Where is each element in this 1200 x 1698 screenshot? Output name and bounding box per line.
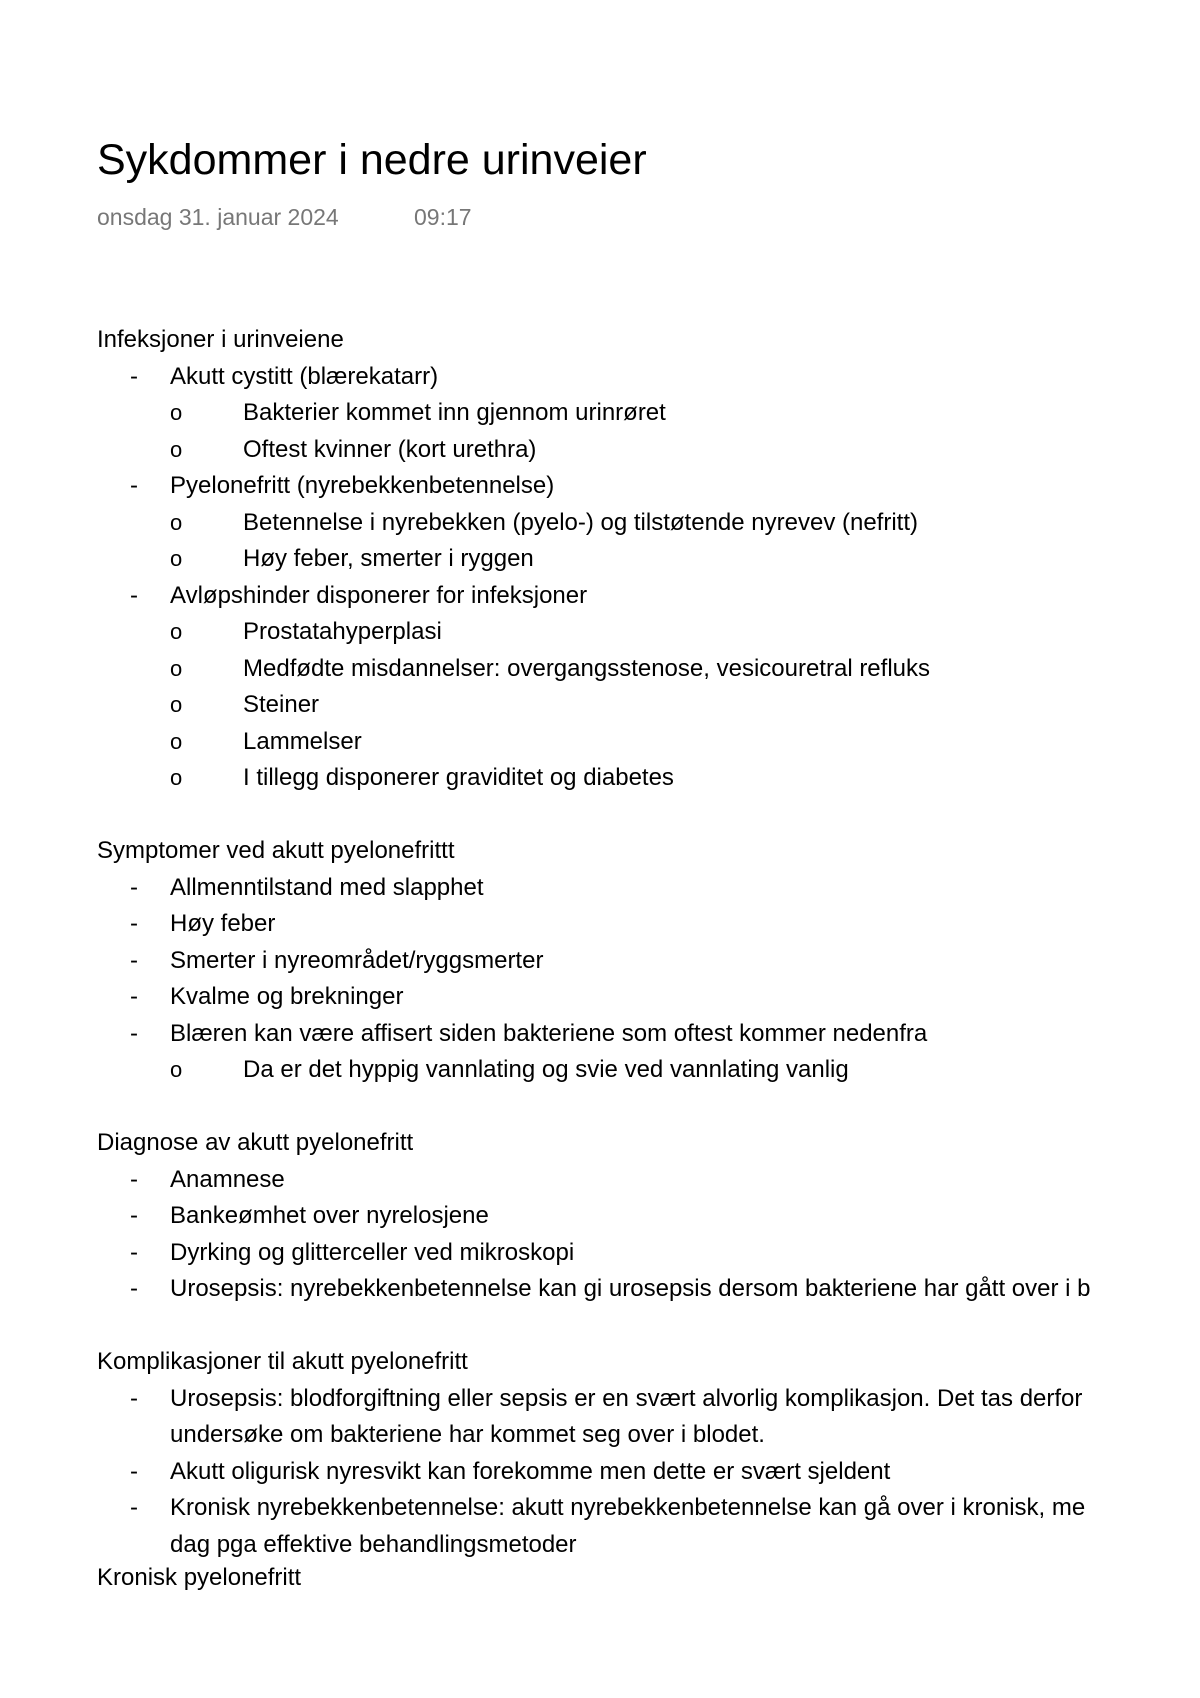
- sub-list-item: [170, 505, 1200, 542]
- circle-bullet-icon: o: [170, 509, 183, 535]
- dash-bullet-icon: -: [130, 1202, 138, 1229]
- sub-list-item: [170, 614, 1200, 651]
- section-heading: Diagnose av akutt pyelonefritt: [97, 1129, 414, 1156]
- bullet-list: [97, 870, 1200, 1089]
- sub-item-text: Da er det hyppig vannlating og svie ved vannlating vanlig: [243, 1056, 849, 1083]
- dash-bullet-icon: -: [130, 362, 138, 390]
- dash-bullet-icon: -: [130, 910, 138, 937]
- list-item-text: Smerter i nyreområdet/ryggsmerter: [170, 946, 544, 974]
- sub-list-item: [170, 724, 1200, 761]
- dash-bullet-icon: -: [130, 946, 138, 974]
- dash-bullet-icon: -: [130, 1457, 138, 1485]
- sub-item-text: Bakterier kommet inn gjennom urinrøret: [243, 399, 666, 426]
- bullet-list: [97, 1162, 1200, 1308]
- section-diagnose: [97, 1125, 1200, 1308]
- sub-item-text: I tillegg disponerer graviditet og diabetes: [243, 764, 674, 791]
- sub-list-item: [170, 760, 1200, 797]
- circle-bullet-icon: o: [170, 546, 183, 571]
- circle-bullet-icon: o: [170, 436, 183, 462]
- list-item-text: Bankeømhet over nyrelosjene: [170, 1202, 489, 1229]
- list-item-text: Anamnese: [170, 1165, 285, 1193]
- dash-bullet-icon: -: [130, 1275, 138, 1302]
- list-item: [97, 1016, 1200, 1089]
- list-item: [97, 1271, 1200, 1308]
- sub-list-item: [170, 432, 1200, 469]
- dash-bullet-icon: -: [130, 1165, 138, 1193]
- list-item: [97, 578, 1200, 797]
- sub-list-item: [170, 395, 1200, 432]
- list-item-text: Urosepsis: nyrebekkenbetennelse kan gi urosepsis dersom bakteriene har gått over i b: [170, 1275, 1091, 1302]
- list-item: [97, 359, 1200, 469]
- dash-bullet-icon: -: [130, 1019, 138, 1047]
- section-komplikasjoner: [97, 1344, 1200, 1563]
- sub-item-text: Høy feber, smerter i ryggen: [243, 545, 534, 572]
- page-date: onsdag 31. januar 2024: [97, 204, 339, 230]
- circle-bullet-icon: o: [170, 692, 183, 717]
- section-symptomer: [97, 833, 1200, 1089]
- cut-off-heading: [97, 1560, 697, 1591]
- list-item: [97, 943, 1200, 980]
- circle-bullet-icon: o: [170, 655, 183, 681]
- list-item-text: Avløpshinder disponerer for infeksjoner: [170, 581, 588, 609]
- list-item-text: Allmenntilstand med slapphet: [170, 873, 484, 901]
- list-item: [97, 1454, 1200, 1491]
- dash-bullet-icon: -: [130, 873, 138, 901]
- sub-list-item: [170, 541, 1200, 578]
- dash-bullet-icon: -: [130, 581, 138, 609]
- list-item-text: Høy feber: [170, 910, 276, 937]
- dash-bullet-icon: -: [130, 1384, 138, 1412]
- circle-bullet-icon: o: [170, 400, 183, 425]
- section-heading: Infeksjoner i urinveiene: [97, 326, 344, 353]
- note-content: [97, 322, 1200, 1563]
- list-item-text: Akutt oligurisk nyresvikt kan forekomme men dette er svært sjeldent: [170, 1457, 891, 1485]
- list-item-text: Blæren kan være affisert siden bakteriene som oftest kommer nedenfra: [170, 1019, 928, 1047]
- list-item-text: Dyrking og glitterceller ved mikroskopi: [170, 1238, 575, 1266]
- dash-bullet-icon: -: [130, 1238, 138, 1266]
- section-infeksjoner: [97, 322, 1200, 797]
- sub-list: [170, 395, 1200, 468]
- list-item: [97, 1490, 1200, 1563]
- list-item-text-line: dag pga effektive behandlingsmetoder: [170, 1530, 577, 1558]
- sub-item-text: Steiner: [243, 691, 320, 718]
- bullet-list: [97, 359, 1200, 797]
- circle-bullet-icon: o: [170, 1057, 183, 1082]
- sub-list-item: [170, 651, 1200, 688]
- list-item: [97, 870, 1200, 907]
- page-time: 09:17: [414, 204, 472, 230]
- section-heading: Komplikasjoner til akutt pyelonefritt: [97, 1348, 468, 1375]
- list-item-text-line: Kronisk nyrebekkenbetennelse: akutt nyrebekkenbetennelse kan gå over i kronisk, me: [170, 1494, 1086, 1521]
- list-item: [97, 468, 1200, 578]
- dash-bullet-icon: -: [130, 983, 138, 1010]
- dash-bullet-icon: -: [130, 1494, 138, 1521]
- list-item: [97, 1198, 1200, 1235]
- circle-bullet-icon: o: [170, 619, 183, 644]
- list-item-text: Kvalme og brekninger: [170, 983, 404, 1010]
- list-item-text-line: undersøke om bakteriene har kommet seg over i blodet.: [170, 1421, 765, 1448]
- dash-bullet-icon: -: [130, 472, 138, 499]
- circle-bullet-icon: o: [170, 728, 183, 754]
- cut-off-heading-text: Kronisk pyelonefritt: [97, 1564, 302, 1591]
- list-item: [97, 979, 1200, 1016]
- list-item-text: Pyelonefritt (nyrebekkenbetennelse): [170, 472, 555, 499]
- sub-item-text: Oftest kvinner (kort urethra): [243, 435, 537, 463]
- list-item-text: Akutt cystitt (blærekatarr): [170, 362, 439, 390]
- circle-bullet-icon: o: [170, 765, 183, 790]
- sub-list-item: [170, 1052, 1200, 1089]
- sub-list: [170, 614, 1200, 797]
- list-item-text-line: Urosepsis: blodforgiftning eller sepsis er en svært alvorlig komplikasjon. Det tas derfor: [170, 1384, 1083, 1412]
- sub-item-text: Betennelse i nyrebekken (pyelo-) og tilstøtende nyrevev (nefritt): [243, 508, 918, 536]
- page-title: Sykdommer i nedre urinveier: [97, 136, 647, 184]
- list-item: [97, 906, 1200, 943]
- sub-item-text: Medfødte misdannelser: overgangsstenose, vesicouretral refluks: [243, 654, 930, 682]
- list-item: [97, 1235, 1200, 1272]
- bullet-list: [97, 1381, 1200, 1564]
- list-item: [97, 1162, 1200, 1199]
- sub-item-text: Prostatahyperplasi: [243, 618, 442, 645]
- sub-list: [170, 1052, 1200, 1089]
- list-item: [97, 1381, 1200, 1454]
- sub-list-item: [170, 687, 1200, 724]
- sub-item-text: Lammelser: [243, 727, 362, 755]
- section-heading: Symptomer ved akutt pyelonefrittt: [97, 837, 455, 864]
- sub-list: [170, 505, 1200, 578]
